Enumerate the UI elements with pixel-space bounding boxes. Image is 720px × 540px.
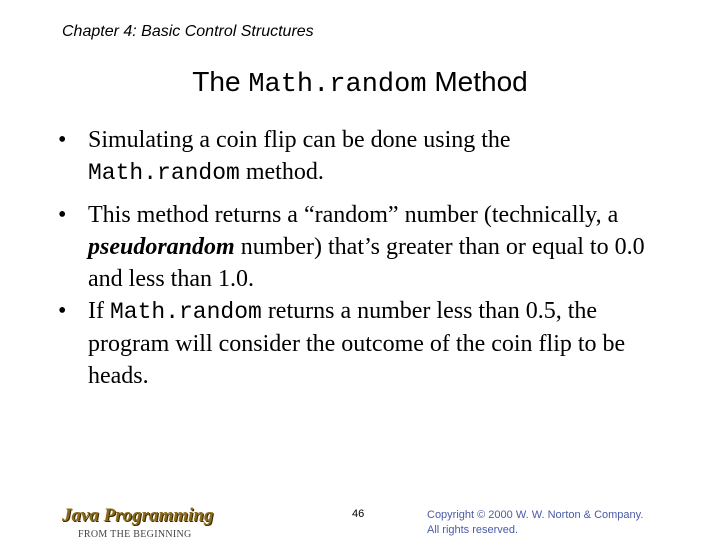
inline-code: Math.random — [109, 299, 262, 325]
copyright-line: All rights reserved. — [427, 524, 519, 536]
emphasis-text: pseudorandom — [88, 234, 235, 260]
title-code: Math.random — [248, 70, 427, 100]
bullet-text: If — [88, 298, 110, 324]
bullet-marker: • — [58, 127, 67, 153]
chapter-heading: Chapter 4: Basic Control Structures — [62, 23, 314, 40]
bullet-text: This method returns a “random” number (technically, a — [88, 202, 619, 228]
bullet-text: returns a number less than 0.5, the program will consider the outcome of the coin flip to be heads. — [88, 298, 626, 389]
bullet-marker: • — [58, 298, 67, 324]
bullet-item — [58, 124, 668, 189]
copyright-line: Copyright © 2000 W. W. Norton & Company. — [427, 509, 644, 521]
copyright-notice — [427, 508, 643, 538]
bullet-text: number) that’s greater than or equal to 0.0 and less than 1.0. — [88, 234, 645, 292]
title-suffix: Method — [426, 66, 528, 97]
bullet-list — [58, 124, 668, 392]
page-number: 46 — [352, 508, 365, 520]
inline-code: Math.random — [88, 160, 240, 186]
title-prefix: The — [192, 66, 249, 97]
bullet-marker: • — [58, 202, 67, 228]
slide-title — [0, 66, 720, 100]
bullet-text: method. — [239, 159, 324, 185]
bullet-item — [58, 295, 668, 392]
book-subtitle: FROM THE BEGINNING — [78, 529, 192, 540]
bullet-text: Simulating a coin flip can be done using the — [88, 127, 511, 153]
book-brand: Java Programming — [62, 505, 214, 526]
bullet-item — [58, 199, 668, 295]
